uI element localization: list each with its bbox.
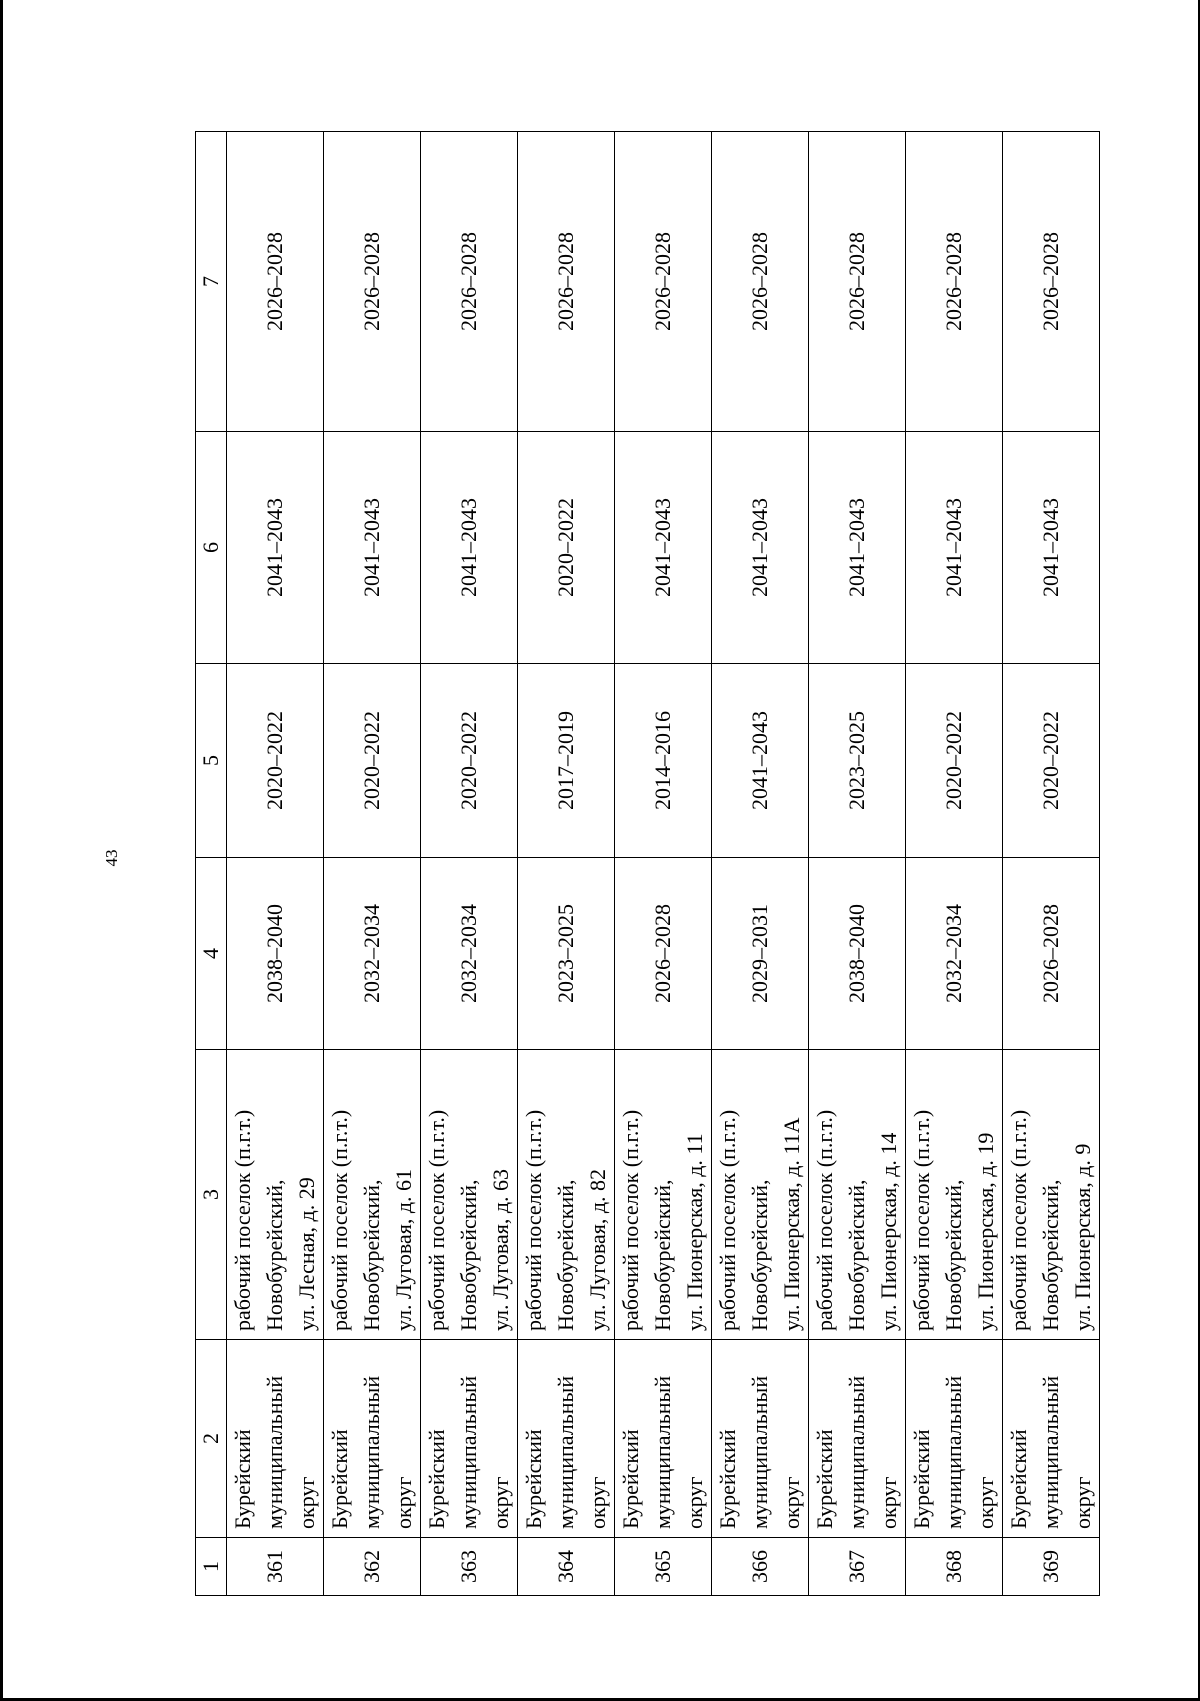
address-line-2: Новобурейский,: [262, 1179, 287, 1331]
territory-cell: [906, 1340, 1003, 1538]
address-line-1: рабочий поселок (п.г.т.): [715, 1109, 740, 1331]
table-header: [196, 132, 227, 1596]
territory-line-1: Бурейский: [521, 1429, 546, 1529]
address-line-3: ул. Пионерская, д. 9: [1070, 1143, 1095, 1331]
col4-period-cell: 2023–2025: [518, 858, 615, 1050]
address-cell: [906, 1050, 1003, 1340]
col6-period-cell: 2041–2043: [809, 432, 906, 664]
address-line-3: ул. Пионерская, д. 19: [973, 1132, 998, 1331]
address-line-2: Новобурейский,: [359, 1179, 384, 1331]
col4-period-cell: 2032–2034: [421, 858, 518, 1050]
table-row: [615, 132, 712, 1596]
territory-line-3: округ: [585, 1476, 610, 1529]
col7-period-cell: 2026–2028: [421, 132, 518, 432]
row-number: 362: [324, 1538, 421, 1596]
territory-line-3: округ: [779, 1476, 804, 1529]
address-line-1: рабочий поселок (п.г.т.): [230, 1109, 255, 1331]
address-cell: [809, 1050, 906, 1340]
address-line-2: Новобурейский,: [553, 1179, 578, 1331]
row-number: 367: [809, 1538, 906, 1596]
address-line-2: Новобурейский,: [747, 1179, 772, 1331]
col7-period-cell: 2026–2028: [518, 132, 615, 432]
territory-cell: [712, 1340, 809, 1538]
table-row: [324, 132, 421, 1596]
territory-line-3: округ: [876, 1476, 901, 1529]
row-number: 363: [421, 1538, 518, 1596]
col5-period-cell: 2014–2016: [615, 664, 712, 858]
row-number: 366: [712, 1538, 809, 1596]
territory-line-2: муниципальный: [456, 1375, 481, 1529]
row-number: 364: [518, 1538, 615, 1596]
territory-line-2: муниципальный: [844, 1375, 869, 1529]
col6-period-cell: 2041–2043: [712, 432, 809, 664]
header-col-1: 1: [196, 1538, 227, 1596]
col6-period-cell: 2041–2043: [1003, 432, 1100, 664]
header-col-3: 3: [196, 1050, 227, 1340]
territory-cell: [324, 1340, 421, 1538]
row-number: 369: [1003, 1538, 1100, 1596]
territory-line-2: муниципальный: [553, 1375, 578, 1529]
address-line-3: ул. Луговая, д. 61: [391, 1168, 416, 1331]
territory-cell: [227, 1340, 324, 1538]
col5-period-cell: 2020–2022: [421, 664, 518, 858]
table-row: [906, 132, 1003, 1596]
page-number: 43: [102, 849, 121, 867]
address-cell: [324, 1050, 421, 1340]
address-line-1: рабочий поселок (п.г.т.): [812, 1109, 837, 1331]
table-row: [421, 132, 518, 1596]
territory-line-1: Бурейский: [909, 1429, 934, 1529]
col7-period-cell: 2026–2028: [809, 132, 906, 432]
col6-period-cell: 2041–2043: [615, 432, 712, 664]
col7-period-cell: 2026–2028: [615, 132, 712, 432]
address-cell: [227, 1050, 324, 1340]
address-cell: [518, 1050, 615, 1340]
territory-line-1: Бурейский: [327, 1429, 352, 1529]
col4-period-cell: 2038–2040: [227, 858, 324, 1050]
address-line-2: Новобурейский,: [650, 1179, 675, 1331]
territory-line-1: Бурейский: [812, 1429, 837, 1529]
territory-line-3: округ: [488, 1476, 513, 1529]
territory-line-2: муниципальный: [359, 1375, 384, 1529]
table-row: [518, 132, 615, 1596]
col6-period-cell: 2020–2022: [518, 432, 615, 664]
table-row: [1003, 132, 1100, 1596]
territory-cell: [1003, 1340, 1100, 1538]
col6-period-cell: 2041–2043: [227, 432, 324, 664]
col5-period-cell: 2023–2025: [809, 664, 906, 858]
address-line-3: ул. Луговая, д. 63: [488, 1168, 513, 1331]
territory-line-3: округ: [391, 1476, 416, 1529]
col6-period-cell: 2041–2043: [906, 432, 1003, 664]
address-line-1: рабочий поселок (п.г.т.): [327, 1109, 352, 1331]
address-line-2: Новобурейский,: [456, 1179, 481, 1331]
address-line-1: рабочий поселок (п.г.т.): [1006, 1109, 1031, 1331]
col4-period-cell: 2029–2031: [712, 858, 809, 1050]
col5-period-cell: 2020–2022: [1003, 664, 1100, 858]
col6-period-cell: 2041–2043: [324, 432, 421, 664]
address-line-1: рабочий поселок (п.г.т.): [909, 1109, 934, 1331]
territory-line-2: муниципальный: [1038, 1375, 1063, 1529]
address-line-2: Новобурейский,: [1038, 1179, 1063, 1331]
territory-line-1: Бурейский: [424, 1429, 449, 1529]
col5-period-cell: 2020–2022: [227, 664, 324, 858]
address-cell: [615, 1050, 712, 1340]
table-row: [809, 132, 906, 1596]
territory-line-2: муниципальный: [941, 1375, 966, 1529]
address-cell: [421, 1050, 518, 1340]
territory-line-1: Бурейский: [618, 1429, 643, 1529]
col4-period-cell: 2032–2034: [324, 858, 421, 1050]
address-cell: [1003, 1050, 1100, 1340]
table-row: [227, 132, 324, 1596]
address-line-1: рабочий поселок (п.г.т.): [618, 1109, 643, 1331]
header-row: [196, 132, 227, 1596]
territory-line-3: округ: [682, 1476, 707, 1529]
territory-line-1: Бурейский: [1006, 1429, 1031, 1529]
address-line-2: Новобурейский,: [941, 1179, 966, 1331]
col4-period-cell: 2038–2040: [809, 858, 906, 1050]
address-line-3: ул. Пионерская, д. 11А: [779, 1117, 804, 1331]
header-col-2: 2: [196, 1340, 227, 1538]
territory-line-2: муниципальный: [262, 1375, 287, 1529]
col7-period-cell: 2026–2028: [324, 132, 421, 432]
rotated-table-wrapper: [195, 132, 1095, 1596]
territory-cell: [421, 1340, 518, 1538]
col4-period-cell: 2026–2028: [1003, 858, 1100, 1050]
address-line-1: рабочий поселок (п.г.т.): [521, 1109, 546, 1331]
territory-line-2: муниципальный: [650, 1375, 675, 1529]
row-number: 361: [227, 1538, 324, 1596]
header-col-6: 6: [196, 432, 227, 664]
col7-period-cell: 2026–2028: [906, 132, 1003, 432]
territory-cell: [518, 1340, 615, 1538]
address-line-3: ул. Пионерская, д. 14: [876, 1132, 901, 1331]
address-line-2: Новобурейский,: [844, 1179, 869, 1331]
territory-line-3: округ: [294, 1476, 319, 1529]
header-col-7: 7: [196, 132, 227, 432]
address-cell: [712, 1050, 809, 1340]
housing-register-table: [195, 131, 1100, 1596]
col7-period-cell: 2026–2028: [227, 132, 324, 432]
col5-period-cell: 2017–2019: [518, 664, 615, 858]
territory-line-1: Бурейский: [715, 1429, 740, 1529]
row-number: 368: [906, 1538, 1003, 1596]
col4-period-cell: 2032–2034: [906, 858, 1003, 1050]
territory-line-2: муниципальный: [747, 1375, 772, 1529]
table-row: [712, 132, 809, 1596]
table-body: [227, 132, 1100, 1596]
address-line-1: рабочий поселок (п.г.т.): [424, 1109, 449, 1331]
territory-line-1: Бурейский: [230, 1429, 255, 1529]
scan-edge-left: [0, 0, 3, 1701]
address-line-3: ул. Лесная, д. 29: [294, 1177, 319, 1331]
col6-period-cell: 2041–2043: [421, 432, 518, 664]
territory-cell: [809, 1340, 906, 1538]
col7-period-cell: 2026–2028: [1003, 132, 1100, 432]
col5-period-cell: 2020–2022: [906, 664, 1003, 858]
address-line-3: ул. Луговая, д. 82: [585, 1168, 610, 1331]
territory-line-3: округ: [973, 1476, 998, 1529]
header-col-5: 5: [196, 664, 227, 858]
col4-period-cell: 2026–2028: [615, 858, 712, 1050]
col5-period-cell: 2020–2022: [324, 664, 421, 858]
col5-period-cell: 2041–2043: [712, 664, 809, 858]
address-line-3: ул. Пионерская, д. 11: [682, 1133, 707, 1331]
col7-period-cell: 2026–2028: [712, 132, 809, 432]
territory-line-3: округ: [1070, 1476, 1095, 1529]
territory-cell: [615, 1340, 712, 1538]
row-number: 365: [615, 1538, 712, 1596]
header-col-4: 4: [196, 858, 227, 1050]
